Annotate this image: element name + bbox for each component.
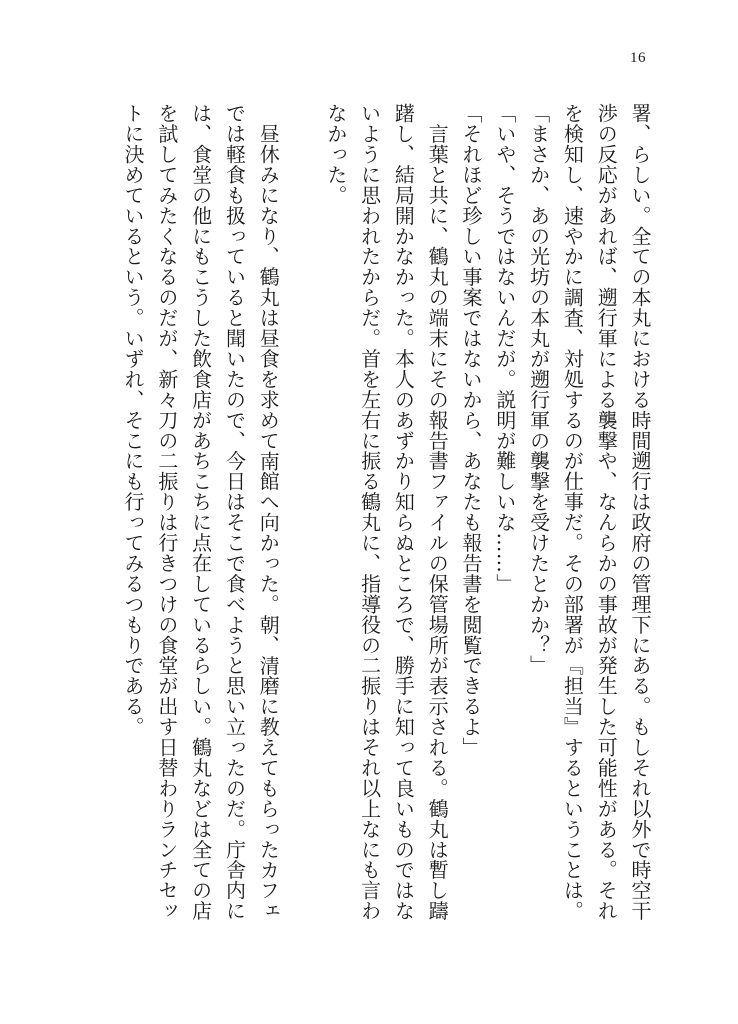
text-line: では軽食も扱っていると聞いたので、今日はそこで食べようと思い立ったのだ。庁舎内に [222,103,247,921]
text-line: 「いや、そうではないんだが。説明が難しいな……」 [492,103,517,594]
text-line: なかった。 [323,103,348,206]
text-line: 言葉と共に、鶴丸の端末にその報告書ファイルの保管場所が表示される。鶴丸は暫し躊 [425,103,450,921]
text-line: トに決めているという。いずれ、そこにも行ってみるつもりである。 [121,103,146,737]
page-number: 16 [630,50,646,66]
text-line: 昼休みになり、鶴丸は昼食を求めて南館へ向かった。朝、清磨に教えてもらったカフェ [256,103,281,921]
text-line: を検知し、速やかに調査、対処するのが仕事だ。その部署が『担当』するということは。 [560,103,585,921]
blank-line [284,103,318,963]
text-line: 「それほど珍しい事案ではないから、あなたも報告書を閲覧できるよ」 [459,103,484,758]
text-line: いように思われたからだ。首を左右に振る鶴丸に、指導役の二振りはそれ以上なにも言わ [357,103,382,921]
text-line: 躇し、結局開かなかった。本人のあずかり知らぬところで、勝手に知って良いものではな [391,103,416,921]
text-line: 「まさか、あの光坊の本丸が遡行軍の襲撃を受けたとかか？」 [526,103,551,676]
text-line: は、食堂の他にもこうした飲食店があちこちに点在しているらしい。鶴丸などは全ての店 [188,103,213,921]
text-line: 署、らしい。全ての本丸における時間遡行は政府の管理下にある。もしそれ以外で時空干 [628,103,652,921]
body-text [115,103,656,963]
text-line: 渉の反応があれば、遡行軍による襲撃や、なんらかの事故が発生した可能性がある。それ [594,103,619,921]
text-line: を試してみたくなるのだが、新々刀の二振りは行きつけの食堂が出す日替わりランチセッ [154,103,179,921]
